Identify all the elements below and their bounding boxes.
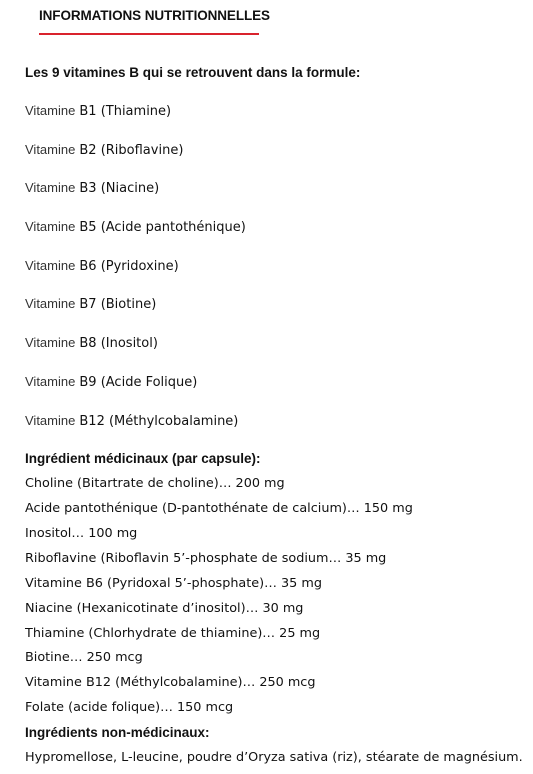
ingredient-item: Choline (Bitartrate de choline)… 200 mg — [25, 476, 285, 492]
vitamin-prefix: Vitamine — [25, 335, 76, 351]
vitamin-item — [25, 372, 525, 392]
vitamin-name: B7 (Biotine) — [79, 297, 157, 313]
ingredient-item: Vitamine B12 (Méthylcobalamine)… 250 mcg — [25, 675, 316, 691]
ingredient-item: Acide pantothénique (D-pantothénate de calcium)… 150 mg — [25, 501, 413, 517]
vitamin-name: B12 (Méthylcobalamine) — [79, 413, 239, 429]
vitamin-list — [25, 101, 525, 431]
medicinal-title: Ingrédient médicinaux (par capsule): — [25, 451, 261, 467]
vitamin-item — [25, 411, 525, 431]
vitamin-prefix: Vitamine — [25, 412, 76, 428]
vitamin-item — [25, 140, 525, 160]
nutrition-content — [25, 63, 525, 768]
ingredient-item: Folate (acide folique)… 150 mcg — [25, 700, 234, 716]
vitamin-name: B1 (Thiamine) — [79, 104, 172, 119]
ingredient-item: Biotine… 250 mcg — [25, 650, 143, 666]
vitamin-name: B9 (Acide Folique) — [79, 374, 198, 390]
medicinal-ingredient-list — [25, 474, 525, 723]
vitamin-prefix: Vitamine — [25, 373, 76, 389]
vitamin-name: B8 (Inositol) — [79, 336, 158, 352]
section-title: INFORMATIONS NUTRITIONNELLES — [39, 8, 270, 23]
vitamin-name: B3 (Niacine) — [79, 181, 160, 197]
ingredient-item: Niacine (Hexanicotinate d’inositol)… 30 mg — [25, 600, 304, 616]
vitamin-name: B6 (Pyridoxine) — [79, 258, 179, 274]
vitamin-item — [25, 101, 525, 121]
vitamin-prefix: Vitamine — [25, 180, 76, 196]
non-medicinal-text: Hypromellose, L-leucine, poudre d’Oryza sativa (riz), stéarate de magnésium. — [25, 750, 523, 766]
vitamin-prefix: Vitamine — [25, 257, 76, 273]
vitamin-item — [25, 178, 525, 198]
vitamin-prefix: Vitamine — [25, 219, 76, 235]
ingredient-item: Inositol… 100 mg — [25, 525, 138, 541]
vitamin-item — [25, 294, 525, 314]
nutrition-tab-header[interactable] — [39, 8, 270, 35]
vitamin-prefix: Vitamine — [25, 296, 76, 312]
vitamin-name: B2 (Riboflavine) — [79, 142, 184, 158]
vitamin-item — [25, 217, 525, 237]
vitamin-prefix: Vitamine — [25, 103, 76, 118]
vitamins-intro: Les 9 vitamines B qui se retrouvent dans la formule: — [25, 65, 361, 80]
ingredient-item: Thiamine (Chlorhydrate de thiamine)… 25 mg — [25, 625, 321, 641]
non-medicinal-title: Ingrédients non-médicinaux: — [25, 725, 210, 741]
vitamin-item — [25, 333, 525, 353]
vitamin-name: B5 (Acide pantothénique) — [79, 220, 246, 236]
vitamin-item — [25, 256, 525, 276]
ingredient-item: Vitamine B6 (Pyridoxal 5’-phosphate)… 35 mg — [25, 575, 322, 591]
ingredient-item: Riboflavine (Riboflavin 5’-phosphate de sodium… 35 mg — [25, 550, 387, 566]
vitamin-prefix: Vitamine — [25, 141, 76, 157]
